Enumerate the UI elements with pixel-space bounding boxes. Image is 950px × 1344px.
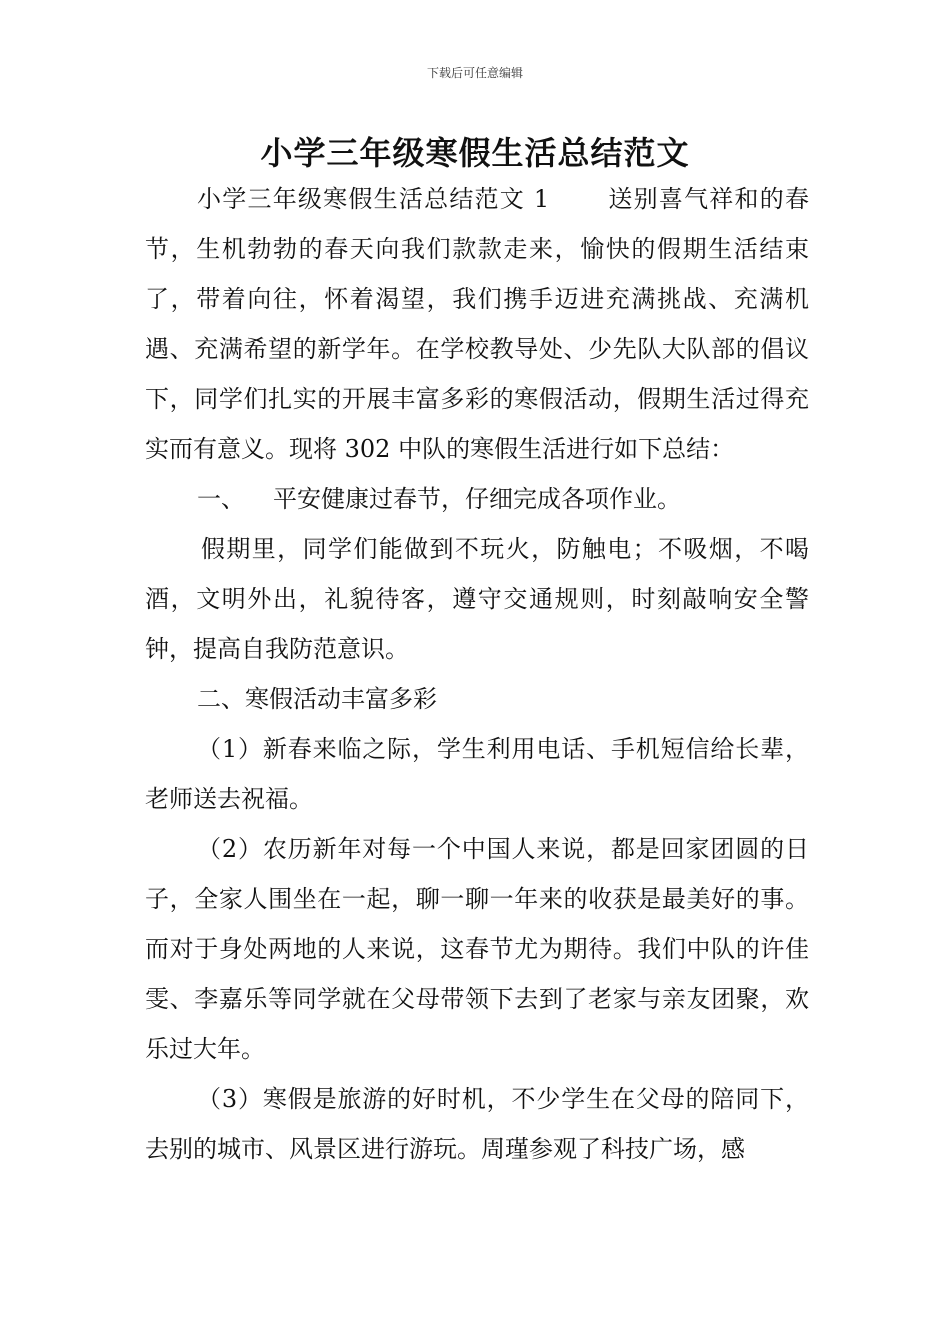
header-note: 下载后可任意编辑 <box>426 66 523 80</box>
document-title: 小学三年级寒假生活总结范文 <box>260 134 690 172</box>
section1-heading <box>145 474 809 524</box>
section1-paragraph: 假期里，同学们能做到不玩火，防触电；不吸烟，不喝酒，文明外出，礼貌待客，遵守交通规则，时刻敲响安全警钟，提高自我防范意识。 <box>145 535 809 663</box>
section1-heading-text: 平安健康过春节，仔细完成各项作业。 <box>273 485 681 513</box>
intro-paragraph <box>145 174 809 474</box>
section1-number: 一、 <box>197 485 245 513</box>
section2-item-1: （1）新春来临之际，学生利用电话、手机短信给长辈，老师送去祝福。 <box>145 735 809 813</box>
document-body <box>145 174 809 1174</box>
section2-heading: 二、寒假活动丰富多彩 <box>197 685 437 713</box>
intro-text: 送别喜气祥和的春节，生机勃勃的春天向我们款款走来，愉快的假期生活结束了，带着向往，怀着渴望，我们携手迈进充满挑战、充满机遇、充满希望的新学年。在学校教导处、少先队大队部的倡议下，同学们扎实的开展丰富多彩的寒假活动，假期生活过得充实而有意义。现将 302 中队的寒假生活进行如下总结： <box>145 185 809 463</box>
section2-item-3: （3）寒假是旅游的好时机，不少学生在父母的陪同下，去别的城市、风景区进行游玩。周瑾参观了科技广场，感 <box>145 1085 809 1163</box>
intro-lead: 小学三年级寒假生活总结范文 1 <box>197 185 550 213</box>
section2-item-2: （2）农历新年对每一个中国人来说，都是回家团圆的日子，全家人围坐在一起，聊一聊一年来的收获是最美好的事。而对于身处两地的人来说，这春节尤为期待。我们中队的许佳雯、李嘉乐等同学就在父母带领下去到了老家与亲友团聚，欢乐过大年。 <box>145 835 809 1063</box>
